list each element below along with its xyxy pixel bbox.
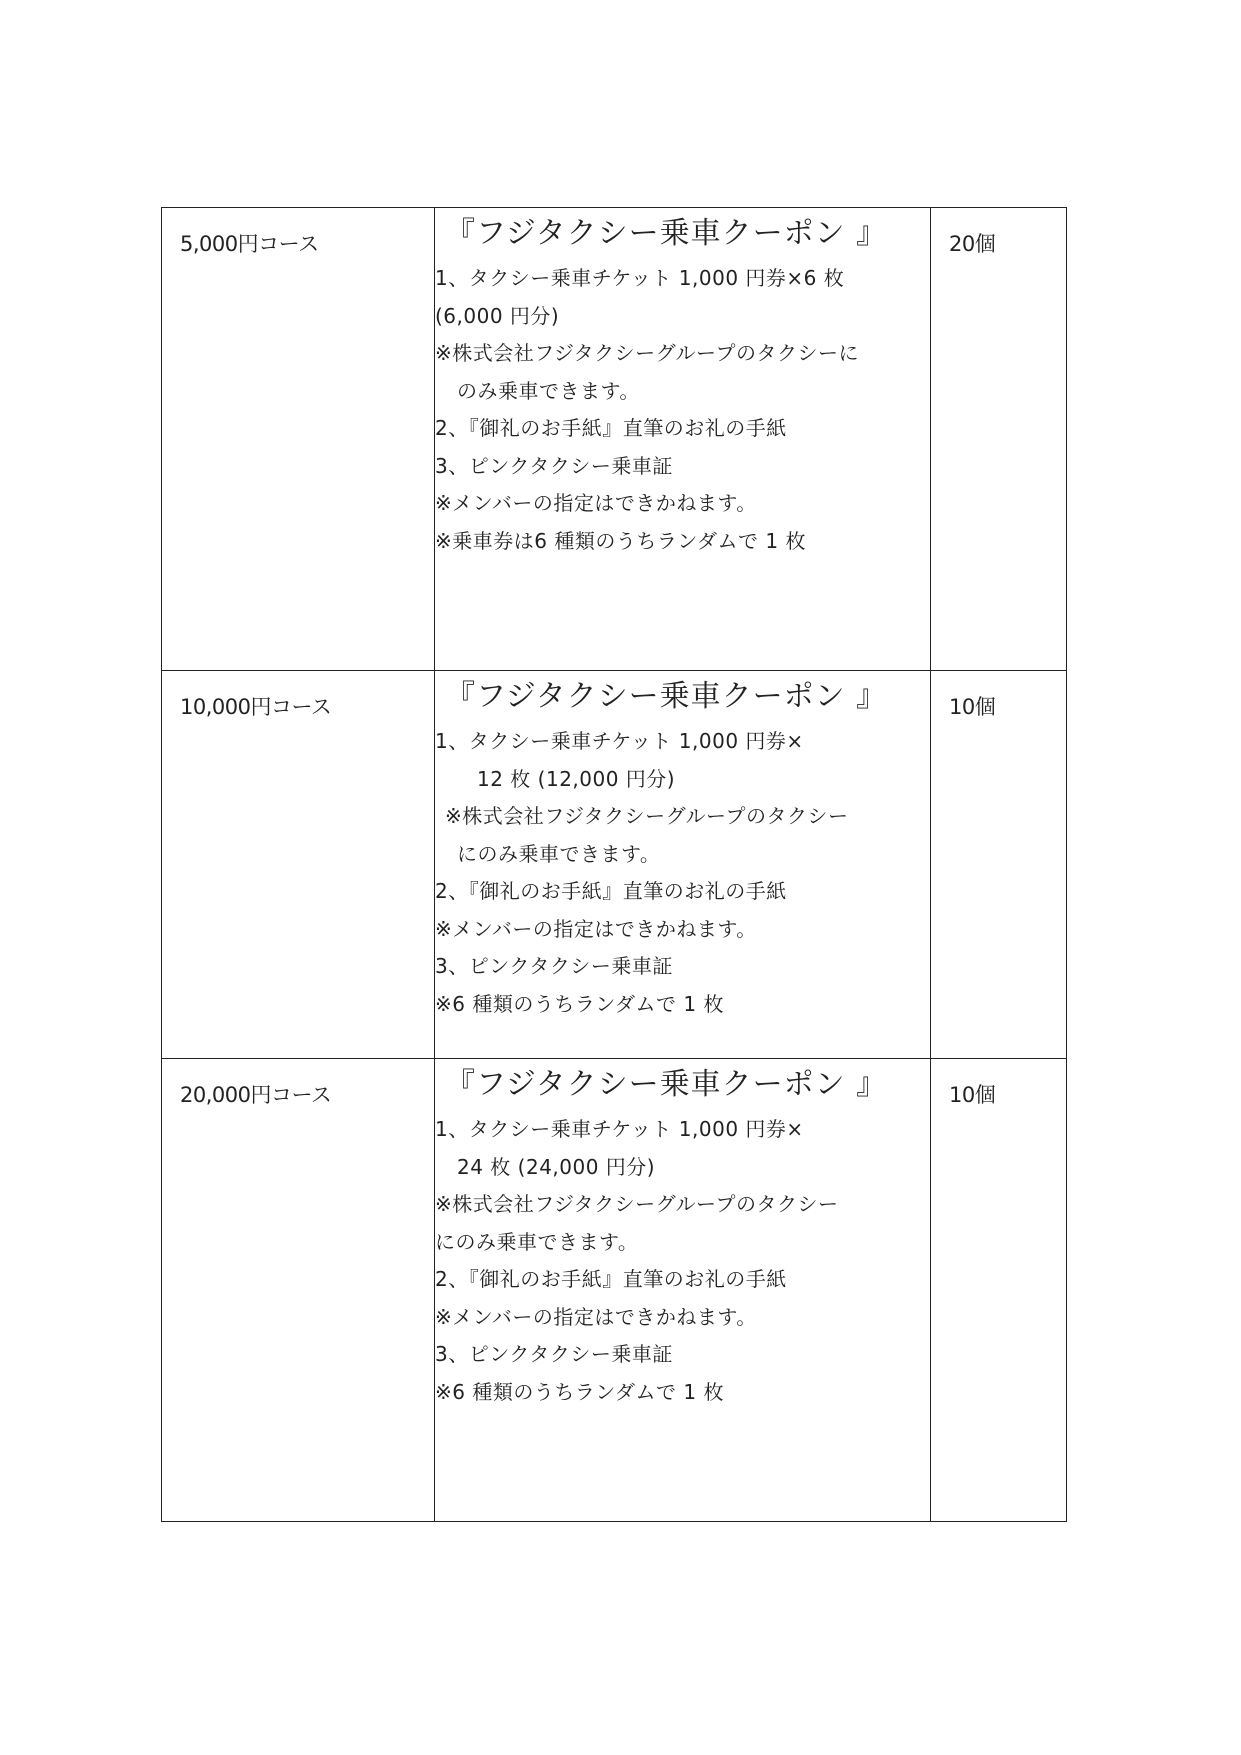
description-line: にのみ乗車できます。 — [457, 841, 661, 866]
table-row — [162, 671, 1067, 1059]
table-row — [162, 1059, 1067, 1522]
course-name: 10,000円コース — [180, 695, 332, 719]
description-line: にのみ乗車できます。 — [435, 1229, 639, 1254]
description-line: 1、タクシー乗車チケット 1,000 円券× — [435, 729, 804, 753]
description-cell — [435, 671, 931, 1059]
table-row — [162, 208, 1067, 671]
description-line: 1、タクシー乗車チケット 1,000 円券× — [435, 1117, 804, 1141]
description-line: 2、『御礼のお手紙』直筆のお礼の手紙 — [435, 879, 787, 903]
description-cell — [435, 208, 931, 671]
description-line: ※メンバーの指定はできかねます。 — [435, 916, 757, 941]
quantity-cell — [931, 1059, 1067, 1522]
course-cell — [162, 1059, 435, 1522]
coupon-title: 『フジタクシー乗車クーポン 』 — [445, 679, 888, 714]
description-line: (6,000 円分) — [435, 303, 560, 328]
description-line: ※乗車券は6 種類のうちランダムで 1 枚 — [435, 528, 806, 553]
course-cell — [162, 208, 435, 671]
description-line: 3、ピンクタクシー乗車証 — [435, 453, 673, 478]
description-line: 2、『御礼のお手紙』直筆のお礼の手紙 — [435, 416, 787, 440]
description-line: ※株式会社フジタクシーグループのタクシーに — [435, 341, 860, 365]
description-line: 3、ピンクタクシー乗車証 — [435, 1342, 673, 1366]
course-name: 5,000円コース — [180, 232, 319, 256]
description-line: 24 枚 (24,000 円分) — [457, 1154, 656, 1179]
course-cell — [162, 671, 435, 1059]
description-line: ※株式会社フジタクシーグループのタクシー — [445, 804, 849, 828]
description-line: 2、『御礼のお手紙』直筆のお礼の手紙 — [435, 1267, 787, 1291]
description-line: 12 枚 (12,000 円分) — [477, 766, 676, 791]
course-name: 20,000円コース — [180, 1083, 332, 1107]
description-line: 1、タクシー乗車チケット 1,000 円券×6 枚 — [435, 266, 845, 290]
coupon-title: 『フジタクシー乗車クーポン 』 — [445, 1067, 888, 1102]
description-cell — [435, 1059, 931, 1522]
quantity-value: 10個 — [949, 1083, 996, 1107]
description-line: ※6 種類のうちランダムで 1 枚 — [435, 1379, 724, 1404]
description-line: 3、ピンクタクシー乗車証 — [435, 954, 673, 978]
quantity-value: 10個 — [949, 695, 996, 719]
quantity-value: 20個 — [949, 232, 996, 256]
description-line: ※株式会社フジタクシーグループのタクシー — [435, 1192, 839, 1216]
course-table — [161, 207, 1067, 1522]
quantity-cell — [931, 671, 1067, 1059]
description-line: ※メンバーの指定はできかねます。 — [435, 491, 757, 515]
description-line: ※6 種類のうちランダムで 1 枚 — [435, 991, 724, 1016]
quantity-cell — [931, 208, 1067, 671]
description-line: ※メンバーの指定はできかねます。 — [435, 1304, 757, 1329]
description-line: のみ乗車できます。 — [457, 378, 640, 403]
coupon-title: 『フジタクシー乗車クーポン 』 — [445, 216, 888, 251]
